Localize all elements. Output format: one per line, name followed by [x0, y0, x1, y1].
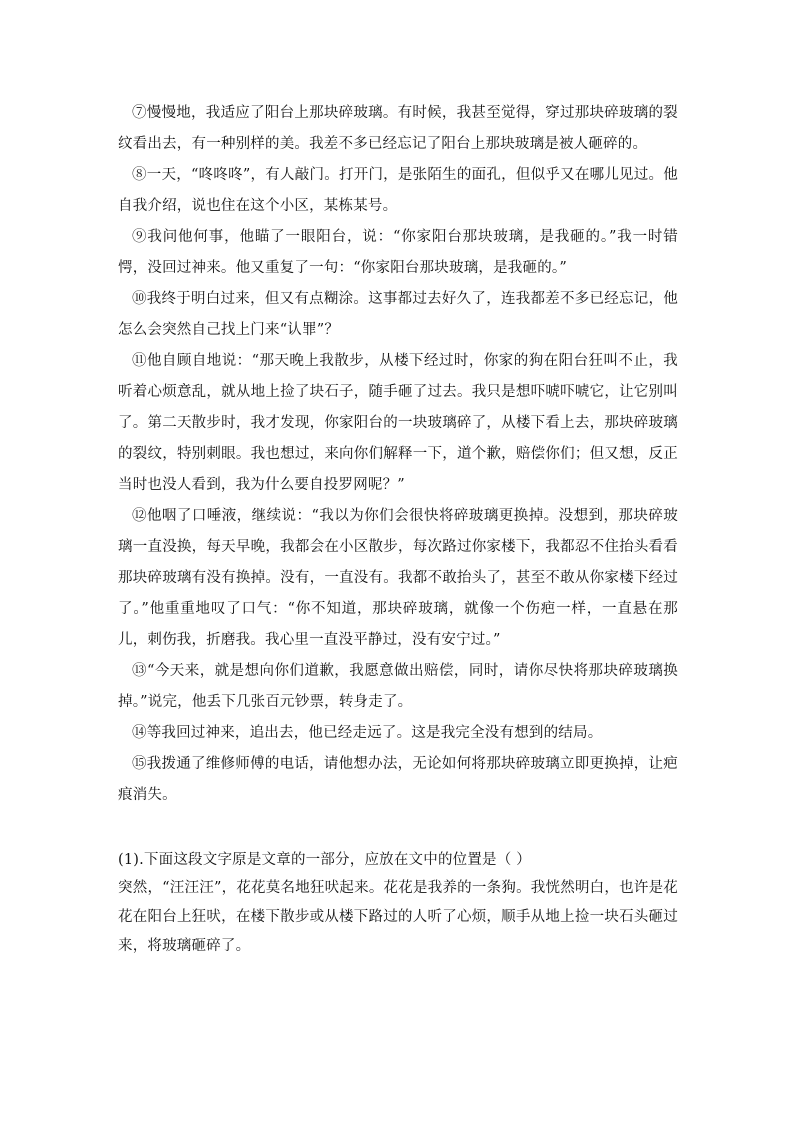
paragraph-13: ⑬“今天来，就是想向你们道歉，我愿意做出赔偿，同时，请你尽快将那块碎玻璃换掉。”说完，他丢下几张百元钞票，转身走了。 — [118, 663, 678, 710]
paragraph-7: ⑦慢慢地，我适应了阳台上那块碎玻璃。有时候，我甚至觉得，穿过那块碎玻璃的裂纹看出去，有一种别样的美。我差不多已经忘记了阳台上那块玻璃是被人砸碎的。 — [118, 105, 678, 152]
question-stem: (1).下面这段文字原是文章的一部分，应放在文中的位置是（ ） — [118, 852, 531, 868]
paragraph-9: ⑨我问他何事，他瞄了一眼阳台，说：“你家阳台那块玻璃，是我砸的。”我一时错愕，没回过神来。他又重复了一句：“你家阳台那块玻璃，是我砸的。” — [118, 229, 678, 276]
paragraph-15: ⑮我拨通了维修师傅的电话，请他想办法，无论如何将那块碎玻璃立即更换掉，让疤痕消失。 — [118, 756, 678, 803]
question-excerpt: 突然，“汪汪汪”，花花莫名地狂吠起来。花花是我养的一条狗。我恍然明白，也许是花花在阳台上狂吠，在楼下散步或从楼下路过的人听了心烦，顺手从地上捡一块石头砸过来，将玻璃砸碎了。 — [118, 880, 678, 954]
paragraph-14: ⑭等我回过神来，追出去，他已经走远了。这是我完全没有想到的结局。 — [132, 725, 603, 741]
reading-passage — [118, 98, 678, 811]
paragraph-8: ⑧一天，“咚咚咚”，有人敲门。打开门，是张陌生的面孔，但似乎又在哪儿见过。他自我介绍，说也住在这个小区，某栋某号。 — [118, 167, 678, 214]
paragraph-10: ⑩我终于明白过来，但又有点糊涂。这事都过去好久了，连我都差不多已经忘记，他怎么会突然自己找上门来“认罪”？ — [118, 291, 678, 338]
paragraph-11: ⑪他自顾自地说：“那天晚上我散步，从楼下经过时，你家的狗在阳台狂叫不止，我听着心烦意乱，就从地上捡了块石子，随手砸了过去。我只是想吓唬吓唬它，让它别叫了。第二天散步时，我才发现，你家阳台的一块玻璃碎了，从楼下看上去，那块碎玻璃的裂纹，特别刺眼。我也想过，来向你们解释一下，道个歉，赔偿你们；但又想，反正当时也没人看到，我为什么要自投罗网呢？” — [118, 353, 678, 493]
question-1 — [118, 846, 678, 961]
paragraph-12: ⑫他咽了口唾液，继续说：“我以为你们会很快将碎玻璃更换掉。没想到，那块碎玻璃一直没换，每天早晚，我都会在小区散步，每次路过你家楼下，我都忍不住抬头看看那块碎玻璃有没有换掉。没有，一直没有。我都不敢抬头了，甚至不敢从你家楼下经过了。”他重重地叹了口气：“你不知道，那块碎玻璃，就像一个伤疤一样，一直悬在那儿，刺伤我，折磨我。我心里一直没平静过，没有安宁过。” — [118, 508, 678, 648]
